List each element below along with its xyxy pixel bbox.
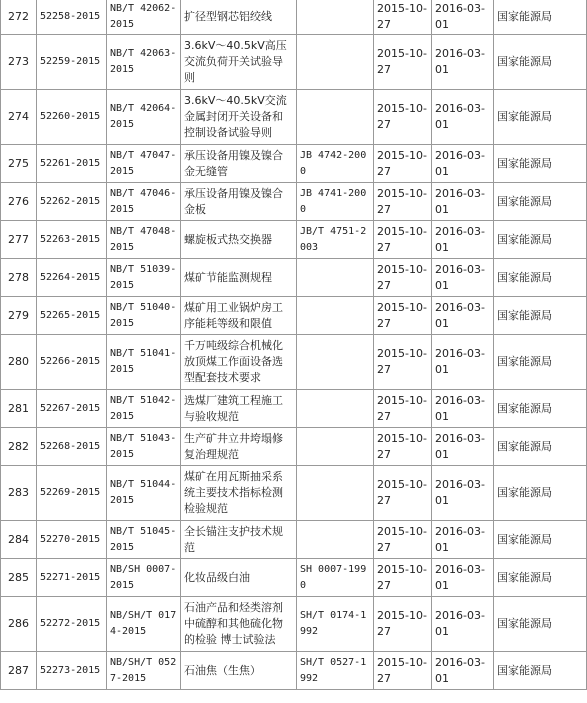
replaced-standard: SH/T 0527-1992 [297,652,374,690]
approving-department: 国家能源局 [494,428,587,466]
implementation-date: 2016-03-01 [432,559,494,597]
approving-department: 国家能源局 [494,559,587,597]
standard-number: NB/T 47048-2015 [107,221,181,259]
plan-number: 52260-2015 [37,90,107,145]
plan-number: 52268-2015 [37,428,107,466]
implementation-date: 2016-03-01 [432,335,494,390]
row-number: 278 [1,259,37,297]
standard-number: NB/T 47046-2015 [107,183,181,221]
approving-department: 国家能源局 [494,0,587,35]
replaced-standard [297,521,374,559]
replaced-standard [297,335,374,390]
plan-number: 52261-2015 [37,145,107,183]
implementation-date: 2016-03-01 [432,428,494,466]
table-row [1,297,587,335]
table-row [1,259,587,297]
standard-number: NB/T 51040-2015 [107,297,181,335]
implementation-date: 2016-03-01 [432,0,494,35]
standard-name: 3.6kV～40.5kV高压交流负荷开关试验导则 [181,35,297,90]
plan-number: 52263-2015 [37,221,107,259]
standard-number: NB/T 51044-2015 [107,466,181,521]
issue-date: 2015-10-27 [374,35,432,90]
standard-number: NB/T 47047-2015 [107,145,181,183]
issue-date: 2015-10-27 [374,559,432,597]
standard-number: NB/T 42062-2015 [107,0,181,35]
standard-name: 煤矿用工业锅炉房工序能耗等级和限值 [181,297,297,335]
table-row [1,221,587,259]
standard-name: 扩径型钢芯铝绞线 [181,0,297,35]
table-row [1,35,587,90]
approving-department: 国家能源局 [494,521,587,559]
table-row [1,335,587,390]
plan-number: 52272-2015 [37,597,107,652]
issue-date: 2015-10-27 [374,183,432,221]
issue-date: 2015-10-27 [374,297,432,335]
standard-number: NB/T 42063-2015 [107,35,181,90]
row-number: 284 [1,521,37,559]
implementation-date: 2016-03-01 [432,466,494,521]
issue-date: 2015-10-27 [374,259,432,297]
plan-number: 52262-2015 [37,183,107,221]
table-row [1,652,587,690]
standard-number: NB/T 42064-2015 [107,90,181,145]
plan-number: 52270-2015 [37,521,107,559]
issue-date: 2015-10-27 [374,652,432,690]
replaced-standard: JB 4741-2000 [297,183,374,221]
plan-number: 52259-2015 [37,35,107,90]
standard-name: 全长锚注支护技术规范 [181,521,297,559]
table-row [1,597,587,652]
issue-date: 2015-10-27 [374,90,432,145]
standard-name: 承压设备用镍及镍合金无缝管 [181,145,297,183]
row-number: 282 [1,428,37,466]
issue-date: 2015-10-27 [374,390,432,428]
replaced-standard [297,466,374,521]
implementation-date: 2016-03-01 [432,521,494,559]
approving-department: 国家能源局 [494,390,587,428]
implementation-date: 2016-03-01 [432,259,494,297]
approving-department: 国家能源局 [494,90,587,145]
standard-name: 石油焦（生焦） [181,652,297,690]
approving-department: 国家能源局 [494,466,587,521]
approving-department: 国家能源局 [494,297,587,335]
row-number: 277 [1,221,37,259]
standard-name: 煤矿在用瓦斯抽采系统主要技术指标检测检验规范 [181,466,297,521]
replaced-standard [297,0,374,35]
table-row [1,145,587,183]
plan-number: 52267-2015 [37,390,107,428]
approving-department: 国家能源局 [494,652,587,690]
implementation-date: 2016-03-01 [432,297,494,335]
table-row [1,0,587,35]
approving-department: 国家能源局 [494,259,587,297]
standard-number: NB/T 51039-2015 [107,259,181,297]
row-number: 273 [1,35,37,90]
replaced-standard [297,297,374,335]
issue-date: 2015-10-27 [374,0,432,35]
plan-number: 52258-2015 [37,0,107,35]
row-number: 286 [1,597,37,652]
row-number: 279 [1,297,37,335]
implementation-date: 2016-03-01 [432,597,494,652]
implementation-date: 2016-03-01 [432,183,494,221]
standard-name: 千万吨级综合机械化放顶煤工作面设备选型配套技术要求 [181,335,297,390]
row-number: 280 [1,335,37,390]
approving-department: 国家能源局 [494,35,587,90]
standard-number: NB/T 51041-2015 [107,335,181,390]
standard-name: 选煤厂建筑工程施工与验收规范 [181,390,297,428]
plan-number: 52271-2015 [37,559,107,597]
replaced-standard: SH 0007-1990 [297,559,374,597]
implementation-date: 2016-03-01 [432,221,494,259]
table-row [1,521,587,559]
issue-date: 2015-10-27 [374,521,432,559]
issue-date: 2015-10-27 [374,597,432,652]
approving-department: 国家能源局 [494,335,587,390]
standard-name: 承压设备用镍及镍合金板 [181,183,297,221]
standard-number: NB/SH 0007-2015 [107,559,181,597]
standard-name: 化妆品级白油 [181,559,297,597]
table-body [1,0,587,690]
row-number: 285 [1,559,37,597]
standard-number: NB/T 51043-2015 [107,428,181,466]
row-number: 287 [1,652,37,690]
standard-number: NB/SH/T 0174-2015 [107,597,181,652]
standard-name: 螺旋板式热交换器 [181,221,297,259]
issue-date: 2015-10-27 [374,145,432,183]
row-number: 276 [1,183,37,221]
standard-name: 煤矿节能监测规程 [181,259,297,297]
replaced-standard: SH/T 0174-1992 [297,597,374,652]
implementation-date: 2016-03-01 [432,652,494,690]
table-row [1,466,587,521]
table-row [1,559,587,597]
plan-number: 52273-2015 [37,652,107,690]
row-number: 272 [1,0,37,35]
row-number: 281 [1,390,37,428]
row-number: 283 [1,466,37,521]
replaced-standard: JB/T 4751-2003 [297,221,374,259]
approving-department: 国家能源局 [494,183,587,221]
implementation-date: 2016-03-01 [432,145,494,183]
plan-number: 52266-2015 [37,335,107,390]
standard-number: NB/T 51045-2015 [107,521,181,559]
standard-name: 石油产品和烃类溶剂中硫醇和其他硫化物的检验 博士试验法 [181,597,297,652]
approving-department: 国家能源局 [494,145,587,183]
table-row [1,428,587,466]
standard-name: 生产矿井立井垮塌修复治理规范 [181,428,297,466]
replaced-standard [297,259,374,297]
standard-number: NB/T 51042-2015 [107,390,181,428]
table-row [1,390,587,428]
replaced-standard [297,428,374,466]
table-row [1,90,587,145]
replaced-standard: JB 4742-2000 [297,145,374,183]
standard-number: NB/SH/T 0527-2015 [107,652,181,690]
issue-date: 2015-10-27 [374,221,432,259]
row-number: 274 [1,90,37,145]
plan-number: 52264-2015 [37,259,107,297]
replaced-standard [297,390,374,428]
issue-date: 2015-10-27 [374,428,432,466]
implementation-date: 2016-03-01 [432,90,494,145]
standard-name: 3.6kV～40.5kV交流金属封闭开关设备和控制设备试验导则 [181,90,297,145]
replaced-standard [297,35,374,90]
plan-number: 52269-2015 [37,466,107,521]
row-number: 275 [1,145,37,183]
implementation-date: 2016-03-01 [432,35,494,90]
approving-department: 国家能源局 [494,221,587,259]
implementation-date: 2016-03-01 [432,390,494,428]
plan-number: 52265-2015 [37,297,107,335]
issue-date: 2015-10-27 [374,335,432,390]
table-row [1,183,587,221]
approving-department: 国家能源局 [494,597,587,652]
replaced-standard [297,90,374,145]
issue-date: 2015-10-27 [374,466,432,521]
